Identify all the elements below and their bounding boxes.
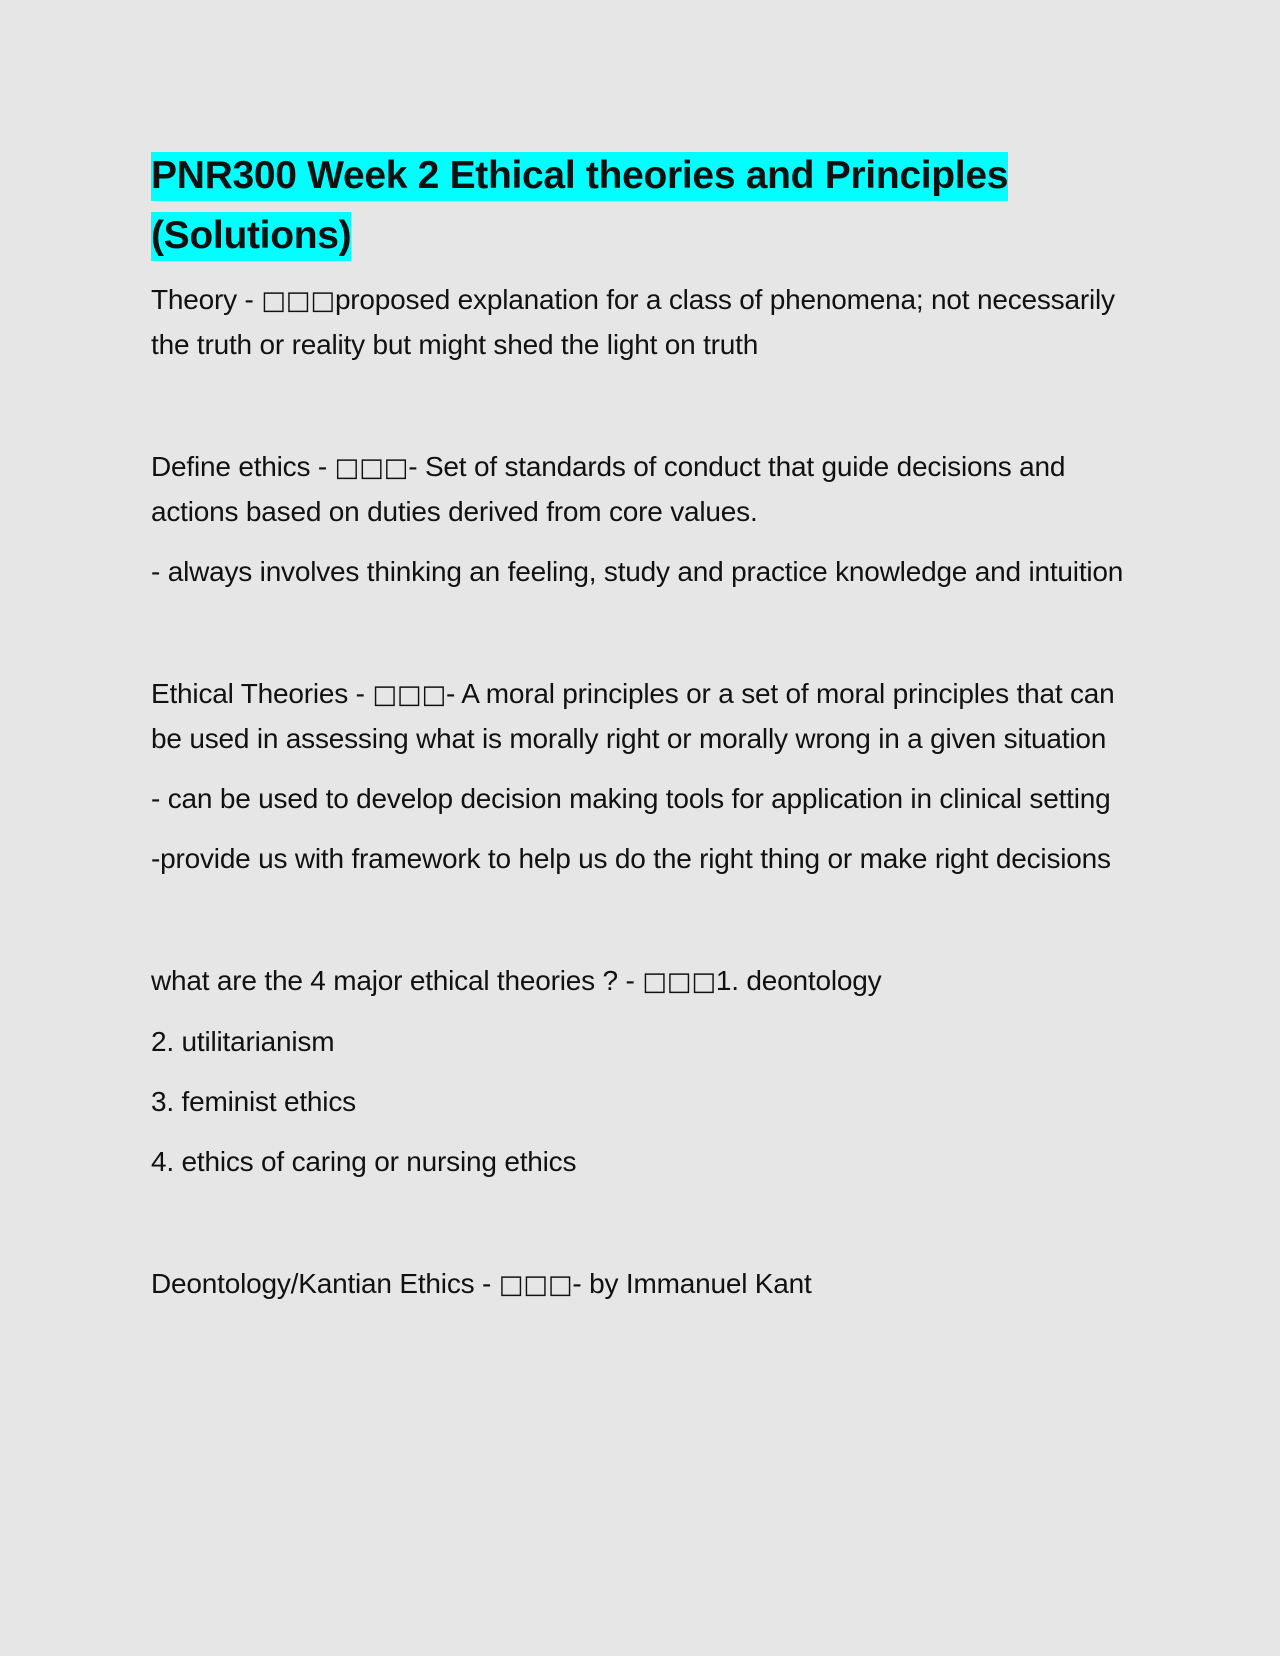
entry-theory xyxy=(151,278,1131,367)
entry-theories-note-1: - can be used to develop decision making tools for application in clinical setting xyxy=(151,783,1111,814)
missing-glyph-icon: □□□ xyxy=(334,453,409,483)
entry-ethical-theories xyxy=(151,672,1131,761)
missing-glyph-icon: □□□ xyxy=(498,1270,573,1300)
entry-term: Define ethics - xyxy=(151,451,335,482)
entry-term: Theory - xyxy=(151,284,262,315)
entry-major-theories xyxy=(151,959,1131,1004)
missing-glyph-icon: □□□ xyxy=(642,967,716,997)
entry-term: Ethical Theories - xyxy=(151,678,373,709)
entry-theories-note-2: -provide us with framework to help us do the right thing or make right decisions xyxy=(151,843,1111,874)
list-item-utilitarianism: 2. utilitarianism xyxy=(151,1026,335,1057)
entry-definition: 1. deontology xyxy=(715,965,882,996)
document-content xyxy=(151,146,1131,1307)
entry-term: what are the 4 major ethical theories ? - xyxy=(151,965,643,996)
entry-define-ethics xyxy=(151,445,1131,534)
document-title xyxy=(151,146,1131,266)
entry-definition: - by Immanuel Kant xyxy=(572,1268,812,1299)
missing-glyph-icon: □□□ xyxy=(372,680,447,710)
entry-definition: - Set of standards of conduct that guide decisions and actions based on duties derived from core values. xyxy=(151,451,1066,527)
entry-deontology xyxy=(151,1262,1131,1307)
entry-ethics-note: - always involves thinking an feeling, study and practice knowledge and intuition xyxy=(151,556,1124,587)
entry-definition: proposed explanation for a class of phenomena; not necessarily the truth or reality but might shed the light on truth xyxy=(151,284,1115,360)
list-item-feminist-ethics: 3. feminist ethics xyxy=(151,1086,356,1117)
list-item-nursing-ethics: 4. ethics of caring or nursing ethics xyxy=(151,1146,577,1177)
entry-definition: - A moral principles or a set of moral principles that can be used in assessing what is morally right or morally wrong in a given situation xyxy=(151,678,1115,754)
title-highlight: PNR300 Week 2 Ethical theories and Principles (Solutions) xyxy=(151,152,1008,261)
missing-glyph-icon: □□□ xyxy=(261,286,335,316)
entry-term: Deontology/Kantian Ethics - xyxy=(151,1268,499,1299)
